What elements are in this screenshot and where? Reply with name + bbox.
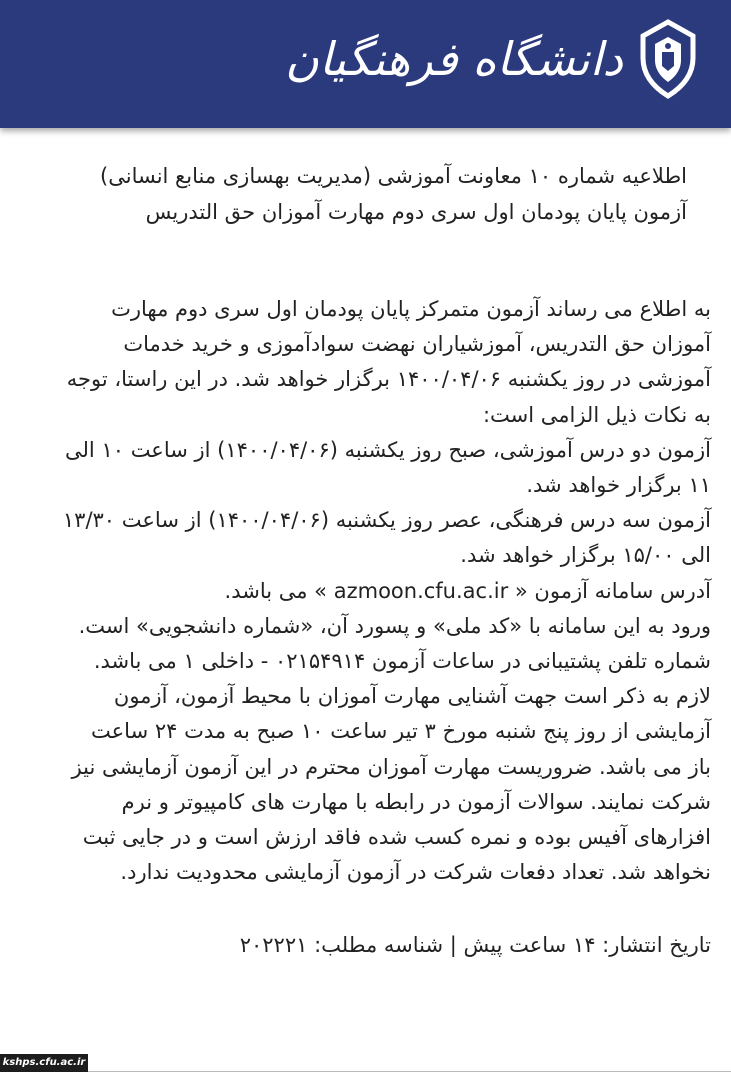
body-line: آموزان حق التدریس، آموزشیاران نهضت سوادآموزی و خرید خدمات	[123, 332, 711, 357]
article-content	[0, 158, 731, 962]
body-line: الی ۱۵/۰۰ برگزار خواهد شد.	[460, 543, 711, 568]
university-logo[interactable]	[285, 14, 701, 104]
publish-meta: تاریخ انتشار: ۱۴ ساعت پیش | شناسه مطلب: ۲۰۲۲۲۱	[239, 933, 711, 958]
title-line-1: اطلاعیه شماره ۱۰ معاونت آموزشی (مدیریت بهسازی منابع انسانی)	[100, 164, 687, 188]
body-line: لازم به ذکر است جهت آشنایی مهارت آموزان با محیط آزمون، آزمون	[113, 684, 711, 709]
body-line: نخواهد شد. تعداد دفعات شرکت در آزمون آزمایشی محدودیت ندارد.	[120, 860, 711, 885]
site-header	[0, 0, 731, 128]
body-line: شرکت نمایند. سوالات آزمون در رابطه با مهارت های کامپیوتر و نرم	[121, 789, 711, 814]
support-phone-line: شماره تلفن پشتیبانی در ساعات آزمون ۰۲۱۵۴۹۱۴ - داخلی ۱ می باشد.	[93, 649, 711, 674]
body-line: به اطلاع می رساند آزمون متمرکز پایان پودمان اول سری دوم مهارت	[111, 297, 711, 321]
exam-site-address-line[interactable]: آدرس سامانه آزمون « azmoon.cfu.ac.ir » می باشد.	[224, 578, 711, 603]
article-title	[0, 158, 731, 230]
body-line: آموزشی در روز یکشنبه ۱۴۰۰/۰۴/۰۶ برگزار خواهد شد. در این راستا، توجه	[66, 367, 711, 392]
title-line-2: آزمون پایان پودمان اول سری دوم مهارت آموزان حق التدریس	[145, 200, 687, 224]
body-line: ورود به این سامانه با «کد ملی» و پسورد آن، «شماره دانشجویی» است.	[78, 613, 711, 638]
university-emblem-icon	[635, 18, 701, 100]
body-line: آزمون سه درس فرهنگی، عصر روز یکشنبه (۱۴۰۰/۰۴/۰۶) از ساعت ۱۳/۳۰	[62, 508, 711, 533]
body-line: آزمایشی از روز پنج شنبه مورخ ۳ تیر ساعت ۱۰ صبح به مدت ۲۴ ساعت	[91, 719, 711, 744]
article-body	[0, 292, 731, 890]
body-line: افزارهای آفیس بوده و نمره کسب شده فاقد ارزش است و در جایی ثبت	[82, 825, 711, 850]
body-line: ۱۱ برگزار خواهد شد.	[526, 473, 711, 498]
body-line: باز می باشد. ضروریست مهارت آموزان محترم در این آزمون آزمایشی نیز	[71, 754, 711, 779]
body-line: آزمون دو درس آموزشی، صبح روز یکشنبه (۱۴۰۰/۰۴/۰۶) از ساعت ۱۰ الی	[65, 437, 711, 462]
university-name-logotype: دانشگاه فرهنگیان	[285, 32, 623, 86]
footer-divider	[88, 1071, 731, 1072]
body-line: به نکات ذیل الزامی است:	[482, 402, 711, 427]
site-watermark: kshps.cfu.ac.ir	[0, 1054, 88, 1072]
